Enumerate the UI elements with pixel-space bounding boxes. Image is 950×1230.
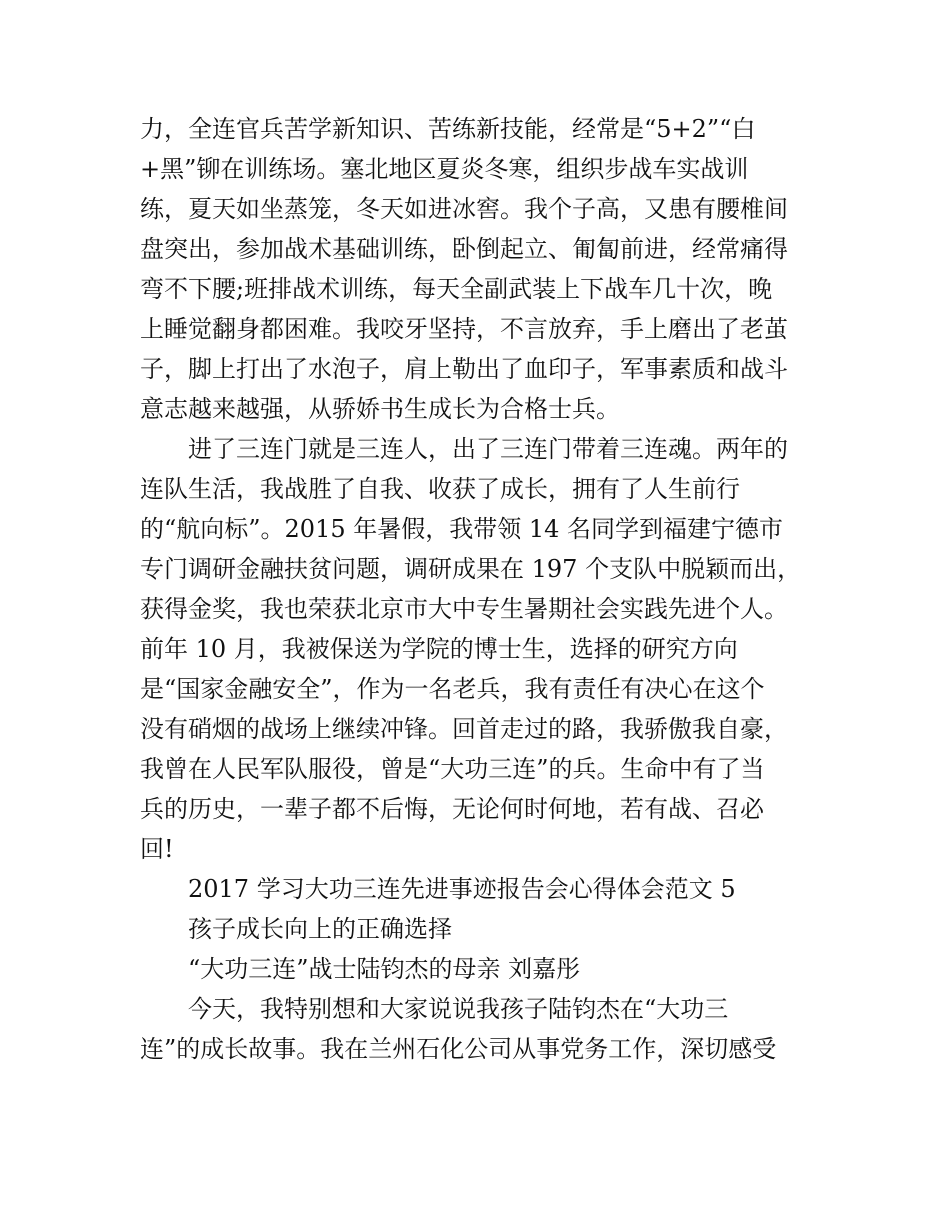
text-line: 盘突出，参加战术基础训练，卧倒起立、匍匐前进，经常痛得 xyxy=(140,235,788,263)
text-line: 连”的成长故事。我在兰州石化公司从事党务工作，深切感受 xyxy=(140,1035,777,1063)
text-line: 连队生活，我战胜了自我、收获了成长，拥有了人生前行 xyxy=(140,475,740,503)
text-line: 兵的历史，一辈子都不后悔，无论何时何地，若有战、召必 xyxy=(140,795,764,823)
article-title: 孩子成长向上的正确选择 xyxy=(188,915,452,943)
text-line: 练，夏天如坐蒸笼，冬天如进冰窖。我个子高，又患有腰椎间 xyxy=(140,195,788,223)
text-line: 没有硝烟的战场上继续冲锋。回首走过的路，我骄傲我自豪， xyxy=(140,715,788,743)
text-line: 前年 10 月，我被保送为学院的博士生，选择的研究方向 xyxy=(140,635,738,663)
paragraph-first-line: 进了三连门就是三连人，出了三连门带着三连魂。两年的 xyxy=(188,435,788,463)
text-line: 子，脚上打出了水泡子，肩上勒出了血印子，军事素质和战斗 xyxy=(140,355,788,383)
text-line: 上睡觉翻身都困难。我咬牙坚持，不言放弃，手上磨出了老茧 xyxy=(140,315,788,343)
text-line: +黑”铆在训练场。塞北地区夏炎冬寒，组织步战车实战训 xyxy=(140,155,749,183)
text-line: 我曾在人民军队服役，曾是“大功三连”的兵。生命中有了当 xyxy=(140,755,765,783)
text-line: 获得金奖，我也荣获北京市大中专生暑期社会实践先进个人。 xyxy=(140,595,788,623)
text-line: 回! xyxy=(140,835,174,863)
text-line: 意志越来越强，从骄娇书生成长为合格士兵。 xyxy=(140,395,620,423)
text-line: 专门调研金融扶贫问题，调研成果在 197 个支队中脱颖而出， xyxy=(140,555,802,583)
text-line: 力，全连官兵苦学新知识、苦练新技能，经常是“5+2”“白 xyxy=(140,115,756,143)
text-line: 的“航向标”。2015 年暑假，我带领 14 名同学到福建宁德市 xyxy=(140,515,784,543)
section-title: 2017 学习大功三连先进事迹报告会心得体会范文 5 xyxy=(188,875,736,903)
paragraph-first-line: 今天，我特别想和大家说说我孩子陆钧杰在“大功三 xyxy=(188,995,729,1023)
author-line: “大功三连”战士陆钧杰的母亲 刘嘉彤 xyxy=(188,955,581,983)
text-line: 是“国家金融安全”，作为一名老兵，我有责任有决心在这个 xyxy=(140,675,765,703)
text-line: 弯不下腰;班排战术训练，每天全副武装上下战车几十次，晚 xyxy=(140,275,773,303)
